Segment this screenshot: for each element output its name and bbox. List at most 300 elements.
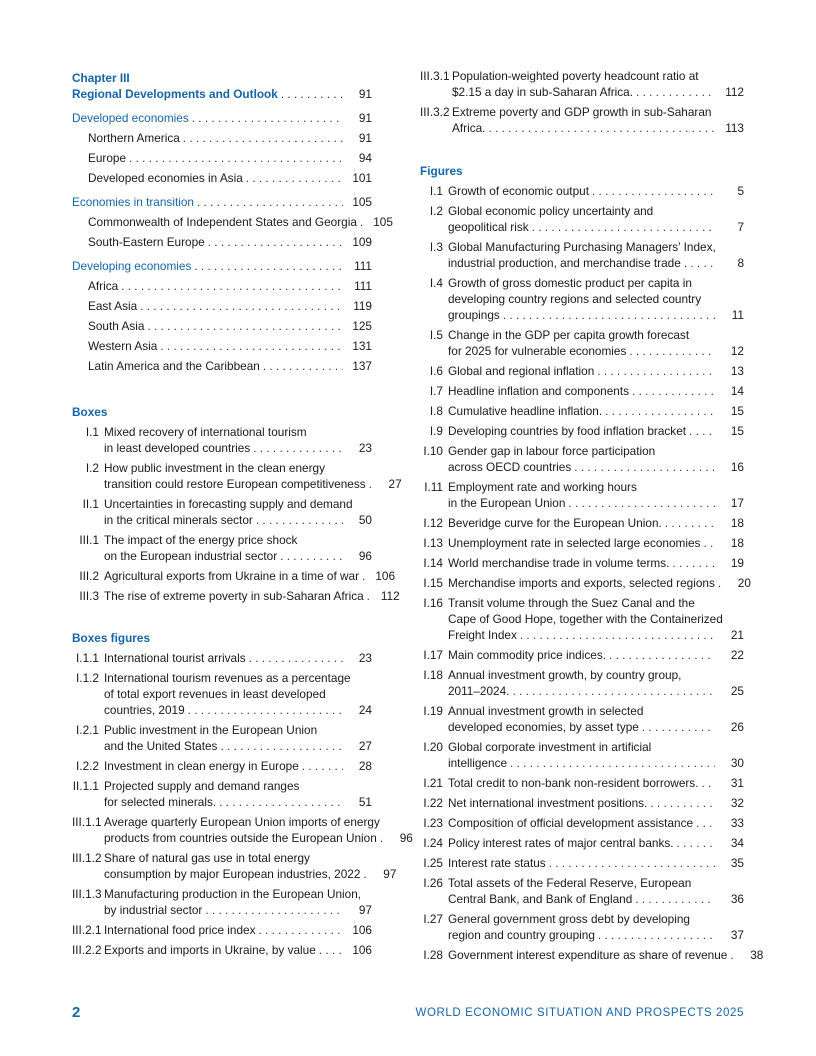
figure-entry[interactable] xyxy=(420,383,744,399)
box-entry[interactable] xyxy=(72,496,372,528)
boxes-heading: Boxes xyxy=(72,405,108,419)
entry-title: Merchandise imports and exports, selected regions xyxy=(448,576,715,590)
entry-page: 119 xyxy=(353,299,372,313)
leader-dots xyxy=(605,403,715,419)
leader-dots xyxy=(192,110,343,126)
leader-dots xyxy=(121,278,343,294)
entry-page: 97 xyxy=(358,903,372,917)
entry-number: I.25 xyxy=(423,856,443,870)
entry-number: I.3 xyxy=(429,240,443,254)
leader-dots xyxy=(592,183,715,199)
entry-page: 8 xyxy=(737,256,744,270)
entry-page: 96 xyxy=(358,549,372,563)
entry-page: 111 xyxy=(354,259,372,273)
figure-entry[interactable] xyxy=(420,855,744,871)
entry-page: 11 xyxy=(731,308,744,322)
figure-entry[interactable] xyxy=(420,239,744,271)
entry-title: developed economies, by asset type xyxy=(448,720,639,734)
entry-title: on the European industrial sector xyxy=(104,549,278,563)
entry-number: I.24 xyxy=(423,836,443,850)
figure-entry[interactable] xyxy=(420,835,744,851)
entry-page: 28 xyxy=(358,759,372,773)
entry-title: Global and regional inflation xyxy=(448,364,595,378)
leader-dots xyxy=(574,459,715,475)
figure-entry[interactable] xyxy=(420,775,744,791)
leader-dots xyxy=(197,194,343,210)
entry-number: I.18 xyxy=(423,668,443,682)
entry-page: 5 xyxy=(737,184,744,198)
footer-publication-title: WORLD ECONOMIC SITUATION AND PROSPECTS 2025 xyxy=(415,1007,744,1019)
box-figure-entry[interactable] xyxy=(420,68,744,100)
entry-number: I.20 xyxy=(423,740,443,754)
region-entry[interactable] xyxy=(72,234,372,250)
entry-page: 34 xyxy=(730,836,744,850)
entry-title: Economies in transition xyxy=(72,195,194,209)
figure-entry[interactable] xyxy=(420,443,744,475)
entry-number: I.8 xyxy=(429,404,443,418)
entry-title-line: Mixed recovery of international tourism xyxy=(104,425,307,439)
entry-title: International food price index xyxy=(104,923,256,937)
box-figure-entry[interactable] xyxy=(72,650,372,666)
figure-entry[interactable] xyxy=(420,595,744,643)
figures-heading: Figures xyxy=(420,164,463,178)
leader-dots xyxy=(730,947,734,963)
entry-number: I.7 xyxy=(429,384,443,398)
entry-number: III.3 xyxy=(79,589,99,603)
entry-title: Africa. xyxy=(452,121,486,135)
leader-dots xyxy=(718,575,722,591)
entry-page: 106 xyxy=(352,943,372,957)
entry-title-line: developing country regions and selected country xyxy=(448,292,702,306)
entry-title: South Asia xyxy=(88,319,145,333)
entry-number: I.14 xyxy=(423,556,443,570)
leader-dots xyxy=(503,307,715,323)
leader-dots xyxy=(629,343,715,359)
leader-dots xyxy=(665,515,715,531)
entry-page: 105 xyxy=(373,215,393,229)
region-entry[interactable] xyxy=(72,358,372,374)
leader-dots xyxy=(369,476,373,492)
leader-dots xyxy=(689,423,715,439)
entry-title-line: Average quarterly European Union imports of energy xyxy=(104,815,380,829)
entry-title-line: International tourism revenues as a percentage xyxy=(104,671,351,685)
figure-entry[interactable] xyxy=(420,947,764,963)
leader-dots xyxy=(160,338,343,354)
entry-page: 25 xyxy=(730,684,744,698)
region-entry[interactable] xyxy=(72,150,372,166)
entry-title-line: of total export revenues in least developed xyxy=(104,687,326,701)
entry-page: 111 xyxy=(354,279,372,293)
figure-entry[interactable] xyxy=(420,423,744,439)
entry-number: I.9 xyxy=(429,424,443,438)
region-group-entry[interactable] xyxy=(72,258,372,274)
leader-dots xyxy=(609,647,715,663)
entry-page: 131 xyxy=(352,339,372,353)
figure-entry[interactable] xyxy=(420,575,751,591)
entry-title: Agricultural exports from Ukraine in a time of war xyxy=(104,569,360,583)
entry-number: I.11 xyxy=(424,480,443,494)
region-entry[interactable] xyxy=(72,214,393,230)
entry-title: groupings xyxy=(448,308,500,322)
leader-dots xyxy=(205,902,343,918)
leader-dots xyxy=(140,298,343,314)
entry-number: I.16 xyxy=(423,596,443,610)
region-entry[interactable] xyxy=(72,278,372,294)
entry-page: 94 xyxy=(358,151,372,165)
region-entry[interactable] xyxy=(72,298,372,314)
leader-dots xyxy=(597,363,715,379)
entry-title: Composition of official development assistance xyxy=(448,816,694,830)
boxes-figures-heading: Boxes figures xyxy=(72,631,151,645)
entry-number: III.1 xyxy=(79,533,99,547)
leader-dots xyxy=(367,588,371,604)
entry-page: 36 xyxy=(730,892,744,906)
entry-title: Growth of economic output xyxy=(448,184,589,198)
entry-title: Developed economies xyxy=(72,111,189,125)
entry-page: 112 xyxy=(725,85,744,99)
leader-dots xyxy=(219,794,343,810)
box-entry[interactable] xyxy=(72,568,396,584)
box-figure-entry[interactable] xyxy=(72,922,372,938)
entry-number: I.10 xyxy=(423,444,443,458)
entry-title-line: Annual investment growth, by country group, xyxy=(448,668,682,682)
figure-entry[interactable] xyxy=(420,515,744,531)
entry-number: I.23 xyxy=(423,816,443,830)
entry-title: Net international investment positions. xyxy=(448,796,648,810)
entry-page: 18 xyxy=(730,516,744,530)
leader-dots xyxy=(684,255,715,271)
box-figure-entry[interactable] xyxy=(420,104,744,136)
entry-title: The rise of extreme poverty in sub-Saharan Africa xyxy=(104,589,364,603)
entry-title: $2.15 a day in sub-Saharan Africa. xyxy=(452,85,634,99)
box-figure-entry[interactable] xyxy=(72,778,372,810)
entry-title-line: Employment rate and working hours xyxy=(448,480,637,494)
entry-page: 106 xyxy=(375,569,396,583)
entry-number: III.1.3 xyxy=(72,887,102,901)
entry-title: industrial production, and merchandise trade xyxy=(448,256,681,270)
entry-title: Developed economies in Asia xyxy=(88,171,243,185)
entry-title: consumption by major European industries, 2022 xyxy=(104,867,361,881)
entry-page: 15 xyxy=(730,424,744,438)
entry-page: 30 xyxy=(730,756,744,770)
entry-title: Main commodity price indices. xyxy=(448,648,607,662)
entry-title: in least developed countries xyxy=(104,441,251,455)
entry-page: 14 xyxy=(730,384,744,398)
leader-dots xyxy=(549,855,715,871)
figure-entry[interactable] xyxy=(420,647,744,663)
leader-dots xyxy=(188,702,343,718)
boxes-list xyxy=(72,424,402,604)
leader-dots xyxy=(380,830,384,846)
entry-title: World merchandise trade in volume terms. xyxy=(448,556,670,570)
entry-title: in the critical minerals sector xyxy=(104,513,253,527)
entry-number: I.13 xyxy=(423,536,443,550)
entry-number: III.1.1 xyxy=(72,815,102,829)
entry-title: region and country grouping xyxy=(448,928,595,942)
figure-entry[interactable] xyxy=(420,911,744,943)
leader-dots xyxy=(302,758,343,774)
box-figure-entry[interactable] xyxy=(72,670,372,718)
leader-dots xyxy=(363,866,367,882)
entry-title: Government interest expenditure as share of revenue xyxy=(448,948,728,962)
figure-entry[interactable] xyxy=(420,363,744,379)
figure-entry[interactable] xyxy=(420,667,744,699)
entry-page: 91 xyxy=(358,131,372,145)
entry-number: I.15 xyxy=(423,576,443,590)
entry-title: Investment in clean energy in Europe xyxy=(104,759,299,773)
figure-entry[interactable] xyxy=(420,795,744,811)
figure-entry[interactable] xyxy=(420,479,744,511)
leader-dots xyxy=(253,440,343,456)
leader-dots xyxy=(263,358,343,374)
entry-title: Northern America xyxy=(88,131,180,145)
entry-number: I.1.1 xyxy=(76,651,99,665)
figures-list xyxy=(420,183,764,963)
leader-dots xyxy=(147,318,343,334)
chapter-title: Regional Developments and Outlook xyxy=(72,87,278,101)
entry-title: East Asia xyxy=(88,299,138,313)
entry-number: I.19 xyxy=(423,704,443,718)
leader-dots xyxy=(360,214,364,230)
entry-number: I.22 xyxy=(423,796,443,810)
entry-title-line: Projected supply and demand ranges xyxy=(104,779,300,793)
entry-title: Developing countries by food inflation bracket xyxy=(448,424,687,438)
entry-page: 37 xyxy=(730,928,744,942)
entry-number: I.12 xyxy=(423,516,443,530)
leader-dots xyxy=(702,775,716,791)
entry-title-line: General government gross debt by developing xyxy=(448,912,690,926)
entry-page: 101 xyxy=(352,171,372,185)
entry-page: 91 xyxy=(358,111,372,125)
entry-number: III.3.1 xyxy=(420,69,450,83)
entry-number: III.2 xyxy=(79,569,99,583)
entry-page: 50 xyxy=(358,513,372,527)
leader-dots xyxy=(696,815,715,831)
entry-title: Headline inflation and components xyxy=(448,384,630,398)
leader-dots xyxy=(256,512,343,528)
region-entry[interactable] xyxy=(72,338,372,354)
leader-dots xyxy=(512,683,715,699)
entry-number: I.1.2 xyxy=(76,671,99,685)
region-group-entry[interactable] xyxy=(72,194,372,210)
box-figure-entry[interactable] xyxy=(72,758,372,774)
entry-title-line: The impact of the energy price shock xyxy=(104,533,298,547)
entry-number: I.6 xyxy=(429,364,443,378)
entry-page: 23 xyxy=(358,441,372,455)
entry-number: I.2 xyxy=(85,461,99,475)
entry-page: 31 xyxy=(730,776,744,790)
entry-title: Exports and imports in Ukraine, by value xyxy=(104,943,316,957)
entry-title: Unemployment rate in selected large economies xyxy=(448,536,701,550)
leader-dots xyxy=(280,548,343,564)
leader-dots xyxy=(520,627,715,643)
entry-title: for 2025 for vulnerable economies xyxy=(448,344,627,358)
entry-number: II.1 xyxy=(82,497,99,511)
entry-title-line: Transit volume through the Suez Canal and the xyxy=(448,596,695,610)
entry-title: Freight Index xyxy=(448,628,517,642)
entry-title-line: How public investment in the clean energy xyxy=(104,461,325,475)
figure-entry[interactable] xyxy=(420,739,744,771)
entry-title-line: Global Manufacturing Purchasing Managers’ Index, xyxy=(448,240,716,254)
entry-page: 38 xyxy=(750,948,764,962)
entry-number: I.1 xyxy=(429,184,443,198)
box-figure-entry[interactable] xyxy=(72,886,372,918)
entry-title: by industrial sector xyxy=(104,903,203,917)
box-entry[interactable] xyxy=(72,532,372,564)
entry-title: across OECD countries xyxy=(448,460,572,474)
entry-page: 18 xyxy=(730,536,744,550)
entry-number: III.2.1 xyxy=(72,923,102,937)
entry-title-line: Public investment in the European Union xyxy=(104,723,318,737)
entry-title: Developing economies xyxy=(72,259,192,273)
entry-page: 106 xyxy=(352,923,372,937)
figure-entry[interactable] xyxy=(420,327,744,359)
figure-entry[interactable] xyxy=(420,275,744,323)
entry-page: 7 xyxy=(737,220,744,234)
box-entry[interactable] xyxy=(72,588,400,604)
entry-page: 26 xyxy=(730,720,744,734)
entry-title-line: Global corporate investment in artificial xyxy=(448,740,652,754)
box-entry[interactable] xyxy=(72,424,372,456)
footer-page-number: 2 xyxy=(72,1004,81,1021)
entry-page: 109 xyxy=(352,235,372,249)
figure-entry[interactable] xyxy=(420,535,744,551)
region-entry[interactable] xyxy=(72,130,372,146)
entry-title-line: Population-weighted poverty headcount ratio at xyxy=(452,69,699,83)
entry-title-line: Growth of gross domestic product per capita in xyxy=(448,276,692,290)
leader-dots xyxy=(532,219,715,235)
entry-title: Beveridge curve for the European Union. xyxy=(448,516,662,530)
entry-page: 33 xyxy=(730,816,744,830)
entry-title-line: Change in the GDP per capita growth forecast xyxy=(448,328,690,342)
boxes-figures-continued-list xyxy=(420,68,744,136)
chapter-title-entry[interactable] xyxy=(72,86,372,102)
entry-title: Western Asia xyxy=(88,339,158,353)
entry-number: III.3.2 xyxy=(420,105,450,119)
entry-title-line: Annual investment growth in selected xyxy=(448,704,644,718)
leader-dots xyxy=(208,234,343,250)
entry-title: South-Eastern Europe xyxy=(88,235,205,249)
chapter-page: 91 xyxy=(358,87,372,101)
leader-dots xyxy=(194,258,343,274)
entry-title: intelligence xyxy=(448,756,508,770)
entry-number: I.2 xyxy=(429,204,443,218)
figure-entry[interactable] xyxy=(420,183,744,199)
figure-entry[interactable] xyxy=(420,875,744,907)
entry-title: Latin America and the Caribbean xyxy=(88,359,260,373)
leader-dots xyxy=(319,942,343,958)
entry-page: 137 xyxy=(352,359,372,373)
entry-page: 16 xyxy=(730,460,744,474)
entry-title: in the European Union xyxy=(448,496,566,510)
entry-page: 27 xyxy=(358,739,372,753)
leader-dots xyxy=(632,383,715,399)
entry-page: 12 xyxy=(730,344,744,358)
entry-title: Policy interest rates of major central banks. xyxy=(448,836,674,850)
entry-title: International tourist arrivals xyxy=(104,651,246,665)
entry-title: products from countries outside the European Union xyxy=(104,831,377,845)
entry-number: I.1 xyxy=(85,425,99,439)
box-figure-entry[interactable] xyxy=(72,722,372,754)
entry-page: 96 xyxy=(399,831,413,845)
entry-page: 24 xyxy=(358,703,372,717)
entry-title-line: Global economic policy uncertainty and xyxy=(448,204,654,218)
entry-number: I.5 xyxy=(429,328,443,342)
leader-dots xyxy=(488,120,715,136)
boxes-figures-list xyxy=(72,650,413,958)
entry-number: I.4 xyxy=(429,276,443,290)
entry-page: 125 xyxy=(352,319,372,333)
entry-number: I.27 xyxy=(423,912,443,926)
figure-entry[interactable] xyxy=(420,403,744,419)
box-figure-entry[interactable] xyxy=(72,942,372,958)
leader-dots xyxy=(650,795,715,811)
entry-number: I.28 xyxy=(423,948,443,962)
region-entry[interactable] xyxy=(72,170,372,186)
entry-title: Cumulative headline inflation. xyxy=(448,404,603,418)
box-figure-entry[interactable] xyxy=(72,850,397,882)
figure-entry[interactable] xyxy=(420,703,744,735)
leader-dots xyxy=(362,568,366,584)
entry-page: 13 xyxy=(730,364,744,378)
leader-dots xyxy=(249,650,343,666)
toc-right-column xyxy=(420,66,764,963)
leader-dots xyxy=(672,555,715,571)
entry-page: 21 xyxy=(730,628,744,642)
entry-page: 27 xyxy=(388,477,402,491)
entry-number: III.1.2 xyxy=(72,851,102,865)
entry-title-line: Uncertainties in forecasting supply and demand xyxy=(104,497,353,511)
leader-dots xyxy=(598,927,715,943)
region-entry[interactable] xyxy=(72,318,372,334)
box-figure-entry[interactable] xyxy=(72,814,413,846)
entry-title: geopolitical risk xyxy=(448,220,529,234)
leader-dots xyxy=(677,835,715,851)
chapter-label: Chapter III xyxy=(72,71,130,85)
entry-title-line: Share of natural gas use in total energy xyxy=(104,851,310,865)
entry-page: 51 xyxy=(358,795,372,809)
leader-dots xyxy=(635,891,715,907)
region-group-entry[interactable] xyxy=(72,110,372,126)
entry-page: 97 xyxy=(383,867,397,881)
leader-dots xyxy=(246,170,343,186)
entry-page: 105 xyxy=(352,195,372,209)
entry-number: III.2.2 xyxy=(72,943,102,957)
entry-number: I.2.1 xyxy=(76,723,99,737)
entry-page: 35 xyxy=(730,856,744,870)
entry-number: I.17 xyxy=(423,648,443,662)
entry-title: Commonwealth of Independent States and Georgia xyxy=(88,215,357,229)
figure-entry[interactable] xyxy=(420,555,744,571)
entry-title: and the United States xyxy=(104,739,218,753)
entry-title: Interest rate status xyxy=(448,856,546,870)
box-entry[interactable] xyxy=(72,460,402,492)
entry-number: I.21 xyxy=(423,776,443,790)
entry-page: 23 xyxy=(358,651,372,665)
leader-dots xyxy=(703,535,715,551)
leader-dots xyxy=(183,130,343,146)
entry-page: 19 xyxy=(730,556,744,570)
entry-title: Africa xyxy=(88,279,119,293)
entry-number: II.1.1 xyxy=(72,779,99,793)
entry-page: 20 xyxy=(737,576,751,590)
leader-dots xyxy=(259,922,344,938)
entry-title: for selected minerals. xyxy=(104,795,217,809)
figure-entry[interactable] xyxy=(420,203,744,235)
toc-left-column xyxy=(72,66,413,958)
figure-entry[interactable] xyxy=(420,815,744,831)
entry-page: 32 xyxy=(730,796,744,810)
